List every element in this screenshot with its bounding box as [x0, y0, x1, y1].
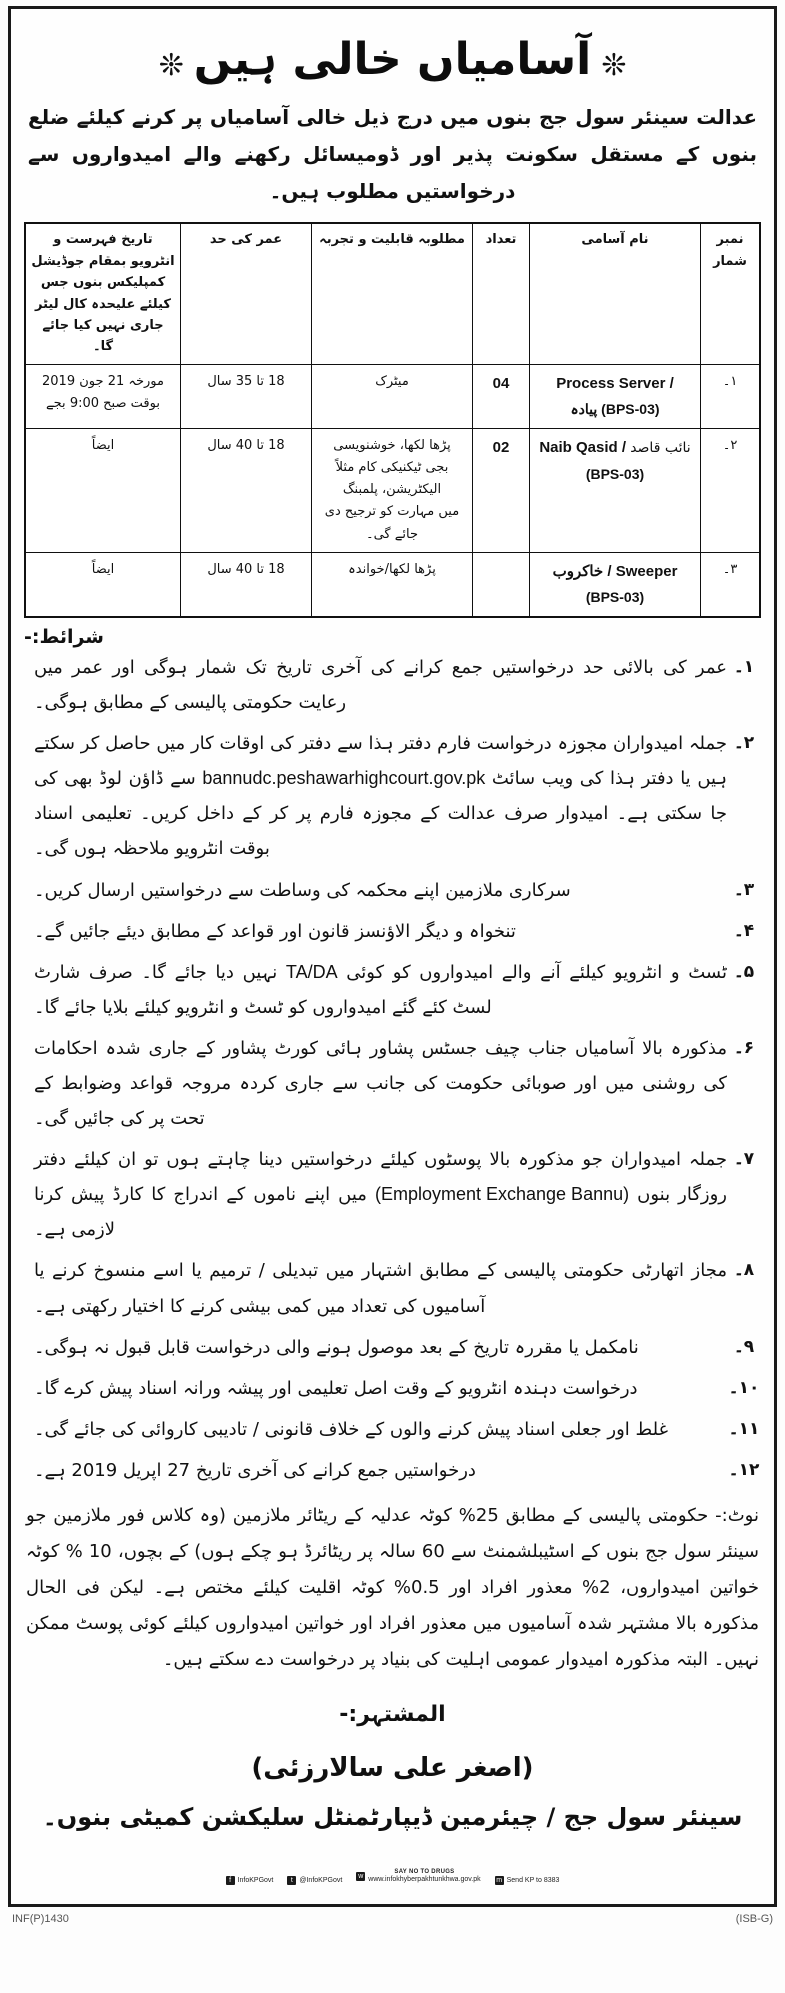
cell-age: 18 تا 35 سال	[181, 364, 312, 428]
note-text: حکومتی پالیسی کے مطابق 25% کوٹہ عدلیہ کے ریٹائر ملازمین (وہ کلاس فور ملازمین جو سینئر سول جج بنوں کے اسٹیبلشمنٹ سے 60 سالہ پر ریٹائرڈ ہو چکے ہوں) کے بچوں، 10 % کوٹہ خواتین امیدواروں، 2% معذور افراد اور 0.5% کوٹہ اقلیت کیلئے مختص ہے۔ لیکن فی الحال مذکورہ بالا مشتہر شدہ آسامیوں میں معذور افراد اور خواتین امیدواروں کیلئے کوئی پوسٹ ممکن نہیں۔ البتہ مذکورہ امیدوار عمومی اہلیت کی بنیاد پر درخواست دے سکتے ہیں۔	[26, 1505, 759, 1671]
list-item	[24, 873, 761, 908]
cell-count	[473, 552, 530, 617]
post-name-en: Sweeper / خاکروب	[552, 562, 678, 580]
post-name-en: / Naib Qasid	[539, 439, 627, 457]
employment-exchange-label: (Employment Exchange Bannu)	[374, 1184, 630, 1205]
list-item	[24, 1412, 761, 1447]
issuer-label: المشتہر:-	[339, 1702, 446, 1728]
headline-section	[24, 18, 761, 97]
th-age: عمر کی حد	[181, 223, 312, 364]
qualification-line: میٹرک	[375, 373, 409, 389]
condition-marker: ۵۔	[733, 961, 755, 982]
cell-age: 18 تا 40 سال	[181, 552, 312, 617]
table-header	[25, 223, 760, 364]
website-stack	[368, 1869, 480, 1885]
condition-text: مجاز اتھارٹی حکومتی پالیسی کے مطابق اشتہار میں تبدیلی / ترمیم یا اسے منسوخ کرنے یا آسامیوں کی تعداد میں کمی بیشی کرنے کا اختیار رکھتی ہے۔	[34, 1260, 727, 1317]
condition-text-pre: جملہ امیدواران مجوزہ درخواست فارم دفتر ہذا سے دفتر کی اوقات کار میں حاصل کر سکتے ہیں یا دفتر ہذا کی ویب سائٹ	[34, 733, 727, 790]
condition-text: تنخواہ و دیگر الاؤنسز قانون اور قواعد کے مطابق دیئے جائیں گے۔	[34, 920, 516, 942]
cell-interview-date: ایضاً	[25, 552, 181, 617]
website-url[interactable]: bannudc.peshawarhighcourt.gov.pk	[202, 768, 486, 789]
website-url-footer: www.infokhyberpakhtunkhwa.gov.pk	[368, 1876, 481, 1884]
list-item	[24, 1330, 761, 1365]
table-header-row	[25, 223, 760, 364]
condition-marker: ۱۰۔	[728, 1377, 760, 1398]
facebook-entry[interactable]	[226, 1876, 274, 1885]
twitter-handle: @InfoKPGovt	[299, 1876, 343, 1884]
qualification-line: پڑھا لکھا/خواندہ	[348, 561, 436, 577]
th-count: تعداد	[473, 223, 530, 364]
condition-text: نامکمل یا مقررہ تاریخ کے بعد موصول ہونے والی درخواست قابل قبول نہ ہوگی۔	[34, 1336, 639, 1358]
list-item	[24, 650, 761, 720]
social-footer-bar	[24, 1843, 761, 1891]
post-bps	[535, 398, 695, 422]
qualification-line: میں مہارت کو ترجیح دی	[324, 504, 460, 520]
condition-marker: ۱۲۔	[728, 1459, 760, 1480]
list-item	[24, 726, 761, 866]
list-item	[24, 1371, 761, 1406]
cell-count	[473, 364, 530, 428]
qualification-line: پڑھا لکھا، خوشنویسی	[333, 438, 451, 454]
cell-serial: ۱۔	[701, 364, 761, 428]
condition-text	[24, 1142, 727, 1247]
table-body	[25, 364, 760, 617]
condition-marker: ۴۔	[733, 920, 755, 941]
signature-block	[24, 1680, 761, 1843]
inf-code: INF(P)1430	[12, 1912, 69, 1925]
condition-marker: ۲۔	[733, 733, 755, 754]
count-value: 02	[492, 439, 510, 457]
condition-text-deadline: درخواستیں جمع کرانے کی آخری تاریخ 27 اپریل 2019 ہے۔	[34, 1459, 476, 1481]
globe-icon: w	[358, 1873, 364, 1881]
cell-count	[473, 429, 530, 552]
list-item	[24, 955, 761, 1025]
quota-note	[24, 1494, 761, 1680]
list-item	[24, 914, 761, 949]
condition-text: درخواست دہندہ انٹرویو کے وقت اصل تعلیمی اور پیشہ ورانہ اسناد پیش کرے گا۔	[34, 1377, 638, 1399]
qualification-line: بجی ٹیکنیکی کام مثلاً	[335, 460, 449, 476]
edition-code: (ISB-G)	[735, 1912, 773, 1925]
condition-marker: ۱۱۔	[728, 1418, 760, 1439]
list-item	[24, 1253, 761, 1323]
list-item	[24, 1453, 761, 1488]
twitter-icon: t	[287, 1876, 296, 1885]
condition-marker: ۶۔	[733, 1037, 755, 1058]
post-bps-code: (BPS-03)	[585, 589, 645, 606]
cell-interview-date: ایضاً	[25, 429, 181, 552]
post-name-en: / Process Server	[556, 374, 674, 392]
sms-entry[interactable]	[495, 1876, 560, 1885]
table-row	[25, 429, 760, 552]
condition-text-post: سے ڈاؤن لوڈ بھی کی جا سکتی ہے۔ امیدوار صرف عدالت کے مجوزہ فارم پر کر کے داخل کریں۔ تعلیمی اسناد بوقت انٹرویو ملاحظہ ہوں گی۔	[34, 768, 727, 860]
facebook-handle: InfoKPGovt	[237, 1876, 274, 1884]
th-qualification: مطلوبہ قابلیت و تجربہ	[312, 223, 473, 364]
cell-age: 18 تا 40 سال	[181, 429, 312, 552]
condition-text-post: نہیں دیا جائے گا۔ صرف شارٹ لسٹ کئے گئے امیدواروں کو ٹسٹ و انٹرویو کیلئے بلایا جائے گا۔	[34, 961, 492, 1018]
advertisement-border-box	[8, 6, 777, 1907]
ornament-right-icon: ❊	[601, 49, 627, 83]
condition-text: عمر کی بالائی حد درخواستیں جمع کرانے کی آخری تاریخ تک شمار ہوگی اور عمر میں رعایت حکومتی پالیسی کے مطابق ہوگی۔	[34, 656, 727, 714]
condition-text-post: میں اپنے ناموں کے اندراج کا کارڈ پیش کرنا لازمی ہے۔	[34, 1184, 375, 1241]
cell-serial: ۲۔	[701, 429, 761, 552]
cell-qualification	[312, 552, 473, 617]
intro-paragraph: عدالت سینئر سول جج بنوں میں درج ذیل خالی آسامیاں پر کرنے کیلئے ضلع بنوں کے مستقل سکونت پذیر اور ڈومیسائل رکھنے والے امیدواروں سے درخواستیں مطلوب ہیں۔	[28, 105, 757, 204]
qualification-line: جائے گی۔	[365, 526, 418, 542]
say-no-to-drugs-text: SAY NO TO DRUGS	[394, 1869, 455, 1876]
condition-text-pre: جملہ امیدواران جو مذکورہ بالا پوسٹوں کیلئے درخواستیں دینا چاہتے ہوں تو ان کیلئے دفتر روزگار بنوں	[34, 1149, 727, 1206]
issuer-name: (اصغر علی سالارزئی)	[251, 1753, 534, 1784]
table-row	[25, 364, 760, 428]
vacancies-table	[24, 222, 761, 618]
condition-marker: ۹۔	[733, 1336, 755, 1357]
post-bps-code: (BPS-03)	[601, 401, 660, 418]
condition-text: سرکاری ملازمین اپنے محکمہ کی وساطت سے درخواستیں ارسال کریں۔	[34, 879, 571, 901]
post-name-ur: نائب قاصد	[630, 440, 691, 457]
th-serial: نمبر شمار	[701, 223, 761, 364]
cell-post-name	[530, 552, 701, 617]
condition-marker: ۸۔	[733, 1260, 755, 1281]
conditions-list	[24, 650, 761, 1488]
condition-marker: ۳۔	[733, 879, 755, 900]
issuer-designation: سینئر سول جج / چیئرمین ڈیپارٹمنٹل سلیکشن کمیٹی بنوں۔	[42, 1803, 743, 1832]
condition-marker: ۷۔	[733, 1149, 755, 1170]
cell-interview-date: مورخہ 21 جون 2019 بوقت صبح 9:00 بجے	[25, 364, 181, 428]
list-item	[24, 1031, 761, 1136]
condition-text	[24, 726, 727, 866]
condition-text: مذکورہ بالا آسامیاں جناب چیف جسٹس پشاور ہائی کورٹ پشاور کے جاری شدہ احکامات کی روشنی میں اور صوبائی حکومت کی جانب سے جاری کردہ مروجہ قواعد وضوابط کے تحت پر کی جائیں گی۔	[34, 1037, 727, 1130]
th-interview-date: تاریخ فہرست و انٹرویو بمقام جوڈیشل کمپلیکس بنوں جس کیلئے علیحدہ کال لیٹر جاری نہیں کیا جائے گا۔	[25, 223, 181, 364]
sms-instruction: Send KP to 8383	[506, 1876, 560, 1884]
condition-text: غلط اور جعلی اسناد پیش کرنے والوں کے خلاف قانونی / تادیبی کاروائی کی جائے گی۔	[34, 1418, 668, 1440]
count-value: 04	[492, 374, 510, 392]
facebook-icon: f	[226, 1876, 235, 1885]
page-title: آسامیاں خالی ہیں	[193, 34, 592, 85]
cell-post-name	[530, 364, 701, 428]
phone-icon: m	[496, 1876, 503, 1884]
condition-text	[24, 955, 727, 1025]
cell-qualification	[312, 364, 473, 428]
qualification-line: الیکٹریشن، پلمبنگ	[342, 482, 442, 498]
condition-marker: ۱۔	[733, 656, 755, 677]
note-label: نوٹ:-	[715, 1505, 759, 1527]
cell-qualification	[312, 429, 473, 552]
cell-post-name	[530, 429, 701, 552]
ornament-left-icon: ❊	[158, 49, 184, 83]
twitter-entry[interactable]	[287, 1876, 342, 1885]
cell-serial: ۳۔	[701, 552, 761, 617]
th-post-name: نام آسامی	[530, 223, 701, 364]
post-name-ur: پیادہ	[570, 401, 598, 418]
list-item	[24, 1142, 761, 1247]
post-bps-code: (BPS-03)	[585, 465, 645, 482]
ta-da-label: TA/DA	[285, 961, 338, 982]
condition-text-pre: ٹسٹ و انٹرویو کیلئے آنے والے امیدواروں کو کوئی	[337, 961, 727, 983]
website-entry[interactable]	[356, 1869, 480, 1885]
publication-codes-row	[8, 1907, 777, 1935]
table-row	[25, 552, 760, 617]
conditions-title: شرائط:-	[24, 625, 104, 648]
